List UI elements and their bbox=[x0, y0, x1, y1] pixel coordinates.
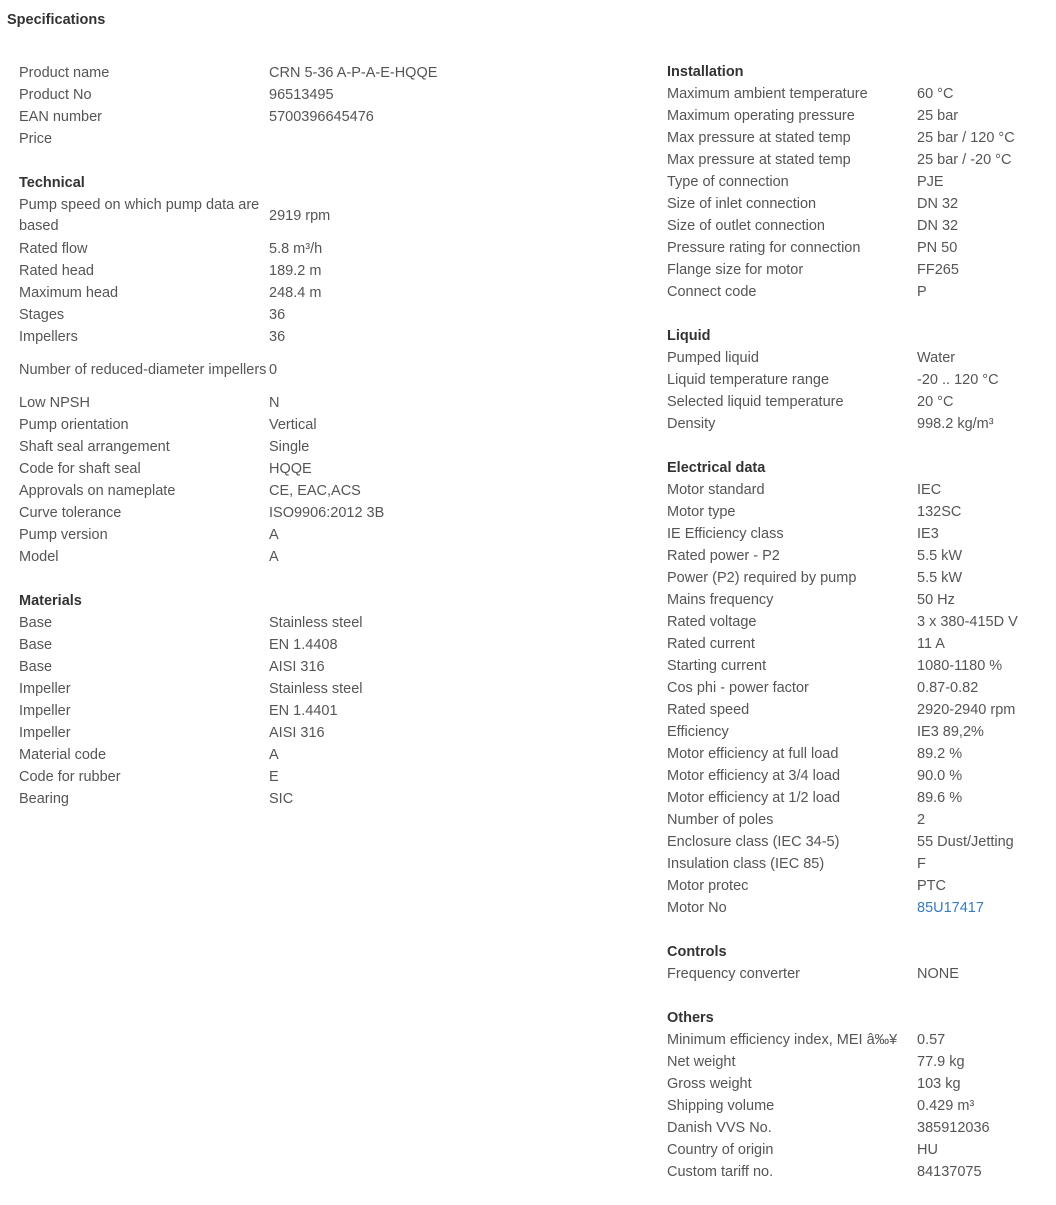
spec-value: EN 1.4401 bbox=[269, 703, 338, 719]
page-title: Specifications bbox=[7, 12, 106, 28]
spec-label: Mains frequency bbox=[667, 592, 774, 608]
spec-label: Max pressure at stated temp bbox=[667, 130, 851, 146]
spec-row bbox=[19, 326, 489, 348]
spec-row bbox=[19, 458, 489, 480]
spec-label: Efficiency bbox=[667, 724, 729, 740]
right-spec-column bbox=[667, 61, 1052, 1205]
spec-row bbox=[667, 853, 1052, 875]
spec-label: Country of origin bbox=[667, 1142, 774, 1158]
spec-row bbox=[19, 480, 489, 502]
spec-label: Insulation class (IEC 85) bbox=[667, 856, 825, 872]
spec-value: IEC bbox=[917, 482, 942, 498]
spec-row bbox=[19, 502, 489, 524]
spec-label: Motor standard bbox=[667, 482, 765, 498]
spec-row bbox=[667, 699, 1052, 721]
spec-label: Rated voltage bbox=[667, 614, 757, 630]
spec-value: DN 32 bbox=[917, 218, 959, 234]
spec-row bbox=[667, 523, 1052, 545]
section-title: Technical bbox=[19, 175, 85, 191]
left-spec-column bbox=[19, 62, 489, 832]
spec-value: Vertical bbox=[269, 417, 317, 433]
spec-row bbox=[667, 589, 1052, 611]
spec-label: Price bbox=[19, 131, 53, 147]
spec-section-liquid bbox=[667, 325, 1052, 435]
spec-value: N bbox=[269, 395, 280, 411]
spec-label: Motor efficiency at full load bbox=[667, 746, 839, 762]
spec-row bbox=[667, 149, 1052, 171]
spec-row bbox=[667, 1117, 1052, 1139]
section-title: Liquid bbox=[667, 328, 711, 344]
spec-label: Curve tolerance bbox=[19, 505, 122, 521]
spec-row bbox=[667, 105, 1052, 127]
spec-value: 90.0 % bbox=[917, 768, 963, 784]
spec-value: 2919 rpm bbox=[269, 207, 331, 224]
spec-label: Code for rubber bbox=[19, 769, 121, 785]
spec-value: 25 bar / 120 °C bbox=[917, 130, 1015, 146]
spec-label: Motor efficiency at 3/4 load bbox=[667, 768, 841, 784]
spec-section-others bbox=[667, 1007, 1052, 1183]
spec-row bbox=[667, 831, 1052, 853]
spec-row bbox=[19, 348, 489, 392]
spec-label: Minimum efficiency index, MEI â‰¥ bbox=[667, 1032, 898, 1048]
spec-row bbox=[19, 656, 489, 678]
spec-label: Pump orientation bbox=[19, 417, 129, 433]
spec-value: 20 °C bbox=[917, 394, 954, 410]
spec-value: EN 1.4408 bbox=[269, 637, 338, 653]
spec-value: 0.57 bbox=[917, 1032, 946, 1048]
spec-row bbox=[667, 281, 1052, 303]
spec-section-general bbox=[19, 62, 489, 150]
spec-label: Density bbox=[667, 416, 716, 432]
spec-value: 2920-2940 rpm bbox=[917, 702, 1016, 718]
spec-section-installation bbox=[667, 61, 1052, 303]
spec-value: CRN 5-36 A-P-A-E-HQQE bbox=[269, 65, 438, 81]
spec-label: Selected liquid temperature bbox=[667, 394, 844, 410]
spec-label: Pump version bbox=[19, 527, 108, 543]
spec-value: 77.9 kg bbox=[917, 1054, 965, 1070]
spec-row bbox=[19, 678, 489, 700]
section-title: Installation bbox=[667, 64, 744, 80]
spec-row bbox=[19, 788, 489, 810]
spec-value: 189.2 m bbox=[269, 263, 322, 279]
spec-row bbox=[667, 567, 1052, 589]
spec-row bbox=[667, 171, 1052, 193]
spec-row bbox=[667, 237, 1052, 259]
spec-value: HQQE bbox=[269, 461, 312, 477]
spec-label: Bearing bbox=[19, 791, 69, 807]
spec-label: Impeller bbox=[19, 681, 71, 697]
spec-row bbox=[667, 193, 1052, 215]
spec-label: Custom tariff no. bbox=[667, 1164, 774, 1180]
spec-value: A bbox=[269, 549, 279, 565]
spec-row bbox=[19, 524, 489, 546]
spec-value: 89.2 % bbox=[917, 746, 963, 762]
spec-label: Impellers bbox=[19, 329, 78, 345]
spec-row bbox=[667, 1095, 1052, 1117]
spec-row bbox=[19, 106, 489, 128]
spec-row bbox=[19, 282, 489, 304]
spec-label: Maximum ambient temperature bbox=[667, 86, 868, 102]
spec-label: Maximum head bbox=[19, 285, 119, 301]
spec-label: Cos phi - power factor bbox=[667, 680, 809, 696]
spec-value: Water bbox=[917, 350, 956, 366]
spec-value: 50 Hz bbox=[917, 592, 955, 608]
spec-label: Number of reduced-diameter impellers bbox=[19, 361, 267, 378]
spec-row bbox=[667, 655, 1052, 677]
spec-value: 5.5 kW bbox=[917, 570, 963, 586]
spec-label: Motor efficiency at 1/2 load bbox=[667, 790, 841, 806]
spec-label: Size of inlet connection bbox=[667, 196, 817, 212]
spec-value: Stainless steel bbox=[269, 615, 363, 631]
spec-label: Material code bbox=[19, 747, 107, 763]
spec-value: A bbox=[269, 747, 279, 763]
spec-label: Rated speed bbox=[667, 702, 750, 718]
spec-label: Max pressure at stated temp bbox=[667, 152, 851, 168]
spec-label: Number of poles bbox=[667, 812, 774, 828]
spec-row bbox=[19, 304, 489, 326]
spec-label: Pressure rating for connection bbox=[667, 240, 861, 256]
spec-label: Product name bbox=[19, 65, 110, 81]
spec-label: Gross weight bbox=[667, 1076, 752, 1092]
spec-row bbox=[19, 392, 489, 414]
spec-label: Shaft seal arrangement bbox=[19, 439, 170, 455]
spec-row bbox=[667, 1029, 1052, 1051]
spec-row bbox=[19, 84, 489, 106]
spec-row bbox=[19, 546, 489, 568]
spec-label: Base bbox=[19, 659, 53, 675]
spec-row bbox=[667, 721, 1052, 743]
spec-value: AISI 316 bbox=[269, 725, 325, 741]
spec-row bbox=[667, 875, 1052, 897]
spec-value: 89.6 % bbox=[917, 790, 963, 806]
spec-section-technical bbox=[19, 172, 489, 568]
spec-value: 3 x 380-415D V bbox=[917, 614, 1018, 630]
spec-value: 5.5 kW bbox=[917, 548, 963, 564]
spec-row bbox=[667, 83, 1052, 105]
spec-label: Liquid temperature range bbox=[667, 372, 830, 388]
spec-value: 0.429 m³ bbox=[917, 1098, 975, 1114]
spec-label: Power (P2) required by pump bbox=[667, 570, 857, 586]
spec-value: DN 32 bbox=[917, 196, 959, 212]
spec-label: Rated power - P2 bbox=[667, 548, 780, 564]
spec-row bbox=[19, 700, 489, 722]
spec-row bbox=[667, 765, 1052, 787]
spec-value: 55 Dust/Jetting bbox=[917, 834, 1014, 850]
spec-value: Single bbox=[269, 439, 310, 455]
spec-row bbox=[19, 414, 489, 436]
spec-row bbox=[19, 766, 489, 788]
spec-label: IE Efficiency class bbox=[667, 526, 784, 542]
spec-label: Motor No bbox=[667, 900, 727, 916]
spec-value: 36 bbox=[269, 307, 286, 323]
spec-row bbox=[19, 238, 489, 260]
spec-row bbox=[667, 391, 1052, 413]
spec-row bbox=[19, 62, 489, 84]
spec-value: SIC bbox=[269, 791, 294, 807]
spec-label: Impeller bbox=[19, 725, 71, 741]
spec-value: 25 bar bbox=[917, 108, 959, 124]
spec-row bbox=[667, 259, 1052, 281]
spec-value: PJE bbox=[917, 174, 944, 190]
spec-label: Rated flow bbox=[19, 241, 88, 257]
spec-row bbox=[667, 963, 1052, 985]
spec-row bbox=[19, 722, 489, 744]
spec-row bbox=[667, 1051, 1052, 1073]
section-title: Others bbox=[667, 1010, 714, 1026]
spec-value: PTC bbox=[917, 878, 946, 894]
spec-value: 96513495 bbox=[269, 87, 334, 103]
spec-label: Base bbox=[19, 615, 53, 631]
section-title: Electrical data bbox=[667, 460, 766, 476]
spec-value: 103 kg bbox=[917, 1076, 961, 1092]
spec-label: Stages bbox=[19, 307, 65, 323]
spec-value: 25 bar / -20 °C bbox=[917, 152, 1012, 168]
spec-label: Impeller bbox=[19, 703, 71, 719]
spec-value: CE, EAC,ACS bbox=[269, 483, 361, 499]
spec-value: 84137075 bbox=[917, 1164, 982, 1180]
spec-row bbox=[19, 128, 489, 150]
spec-value: 2 bbox=[917, 812, 926, 828]
spec-value: AISI 316 bbox=[269, 659, 325, 675]
spec-value: E bbox=[269, 769, 279, 785]
spec-label: EAN number bbox=[19, 109, 103, 125]
spec-value: IE3 89,2% bbox=[917, 724, 984, 740]
spec-label: Base bbox=[19, 637, 53, 653]
spec-label: Model bbox=[19, 549, 59, 565]
spec-label: Maximum operating pressure bbox=[667, 108, 855, 124]
spec-value: FF265 bbox=[917, 262, 959, 278]
spec-value: 385912036 bbox=[917, 1120, 990, 1136]
spec-row bbox=[19, 634, 489, 656]
spec-row bbox=[667, 897, 1052, 919]
spec-value: P bbox=[917, 284, 927, 300]
spec-label: Code for shaft seal bbox=[19, 461, 141, 477]
spec-value: 132SC bbox=[917, 504, 962, 520]
spec-row bbox=[667, 501, 1052, 523]
spec-section-electrical-data bbox=[667, 457, 1052, 919]
spec-value: NONE bbox=[917, 966, 959, 982]
spec-row bbox=[667, 545, 1052, 567]
spec-label: Pump speed on which pump data are based bbox=[19, 197, 260, 234]
spec-value: 1080-1180 % bbox=[917, 658, 1003, 674]
spec-value: 36 bbox=[269, 329, 286, 345]
spec-label: Frequency converter bbox=[667, 966, 800, 982]
section-title: Controls bbox=[667, 944, 727, 960]
spec-section-materials bbox=[19, 590, 489, 810]
spec-row bbox=[667, 787, 1052, 809]
spec-value: 0 bbox=[269, 361, 278, 378]
spec-value: Stainless steel bbox=[269, 681, 363, 697]
spec-value: HU bbox=[917, 1142, 938, 1158]
spec-row bbox=[19, 194, 489, 238]
spec-row bbox=[667, 347, 1052, 369]
spec-label: Size of outlet connection bbox=[667, 218, 825, 234]
spec-label: Connect code bbox=[667, 284, 757, 300]
spec-label: Motor protec bbox=[667, 878, 749, 894]
spec-row bbox=[667, 809, 1052, 831]
spec-section-controls bbox=[667, 941, 1052, 985]
spec-value: A bbox=[269, 527, 279, 543]
spec-value: 11 A bbox=[917, 636, 945, 652]
spec-value: PN 50 bbox=[917, 240, 958, 256]
spec-row bbox=[667, 677, 1052, 699]
spec-row bbox=[19, 436, 489, 458]
spec-value: 5700396645476 bbox=[269, 109, 374, 125]
spec-row bbox=[667, 215, 1052, 237]
spec-label: Approvals on nameplate bbox=[19, 483, 176, 499]
spec-row bbox=[667, 127, 1052, 149]
spec-label: Pumped liquid bbox=[667, 350, 759, 366]
spec-label: Type of connection bbox=[667, 174, 789, 190]
spec-label: Product No bbox=[19, 87, 92, 103]
spec-label: Rated head bbox=[19, 263, 94, 279]
spec-value: -20 .. 120 °C bbox=[917, 372, 999, 388]
spec-row bbox=[667, 1139, 1052, 1161]
spec-label: Low NPSH bbox=[19, 395, 90, 411]
section-title: Materials bbox=[19, 593, 82, 609]
spec-value: 248.4 m bbox=[269, 285, 322, 301]
spec-row bbox=[19, 260, 489, 282]
spec-row bbox=[667, 633, 1052, 655]
spec-value: 60 °C bbox=[917, 86, 954, 102]
spec-value: F bbox=[917, 856, 926, 872]
spec-value: 0.87-0.82 bbox=[917, 680, 979, 696]
spec-row bbox=[667, 1073, 1052, 1095]
spec-row bbox=[667, 611, 1052, 633]
spec-row bbox=[19, 612, 489, 634]
spec-row bbox=[667, 479, 1052, 501]
spec-value: 5.8 m³/h bbox=[269, 241, 323, 257]
motor-no-link[interactable]: 85U17417 bbox=[917, 900, 984, 916]
spec-label: Flange size for motor bbox=[667, 262, 804, 278]
spec-value: 998.2 kg/m³ bbox=[917, 416, 994, 432]
spec-row bbox=[19, 744, 489, 766]
spec-label: Rated current bbox=[667, 636, 755, 652]
spec-label: Motor type bbox=[667, 504, 736, 520]
spec-row bbox=[667, 1161, 1052, 1183]
spec-value: IE3 bbox=[917, 526, 939, 542]
spec-label: Starting current bbox=[667, 658, 767, 674]
spec-row bbox=[667, 369, 1052, 391]
spec-label: Shipping volume bbox=[667, 1098, 775, 1114]
spec-row bbox=[667, 413, 1052, 435]
spec-label: Enclosure class (IEC 34-5) bbox=[667, 834, 840, 850]
spec-row bbox=[667, 743, 1052, 765]
spec-label: Danish VVS No. bbox=[667, 1120, 772, 1136]
spec-value: ISO9906:2012 3B bbox=[269, 505, 385, 521]
spec-label: Net weight bbox=[667, 1054, 736, 1070]
